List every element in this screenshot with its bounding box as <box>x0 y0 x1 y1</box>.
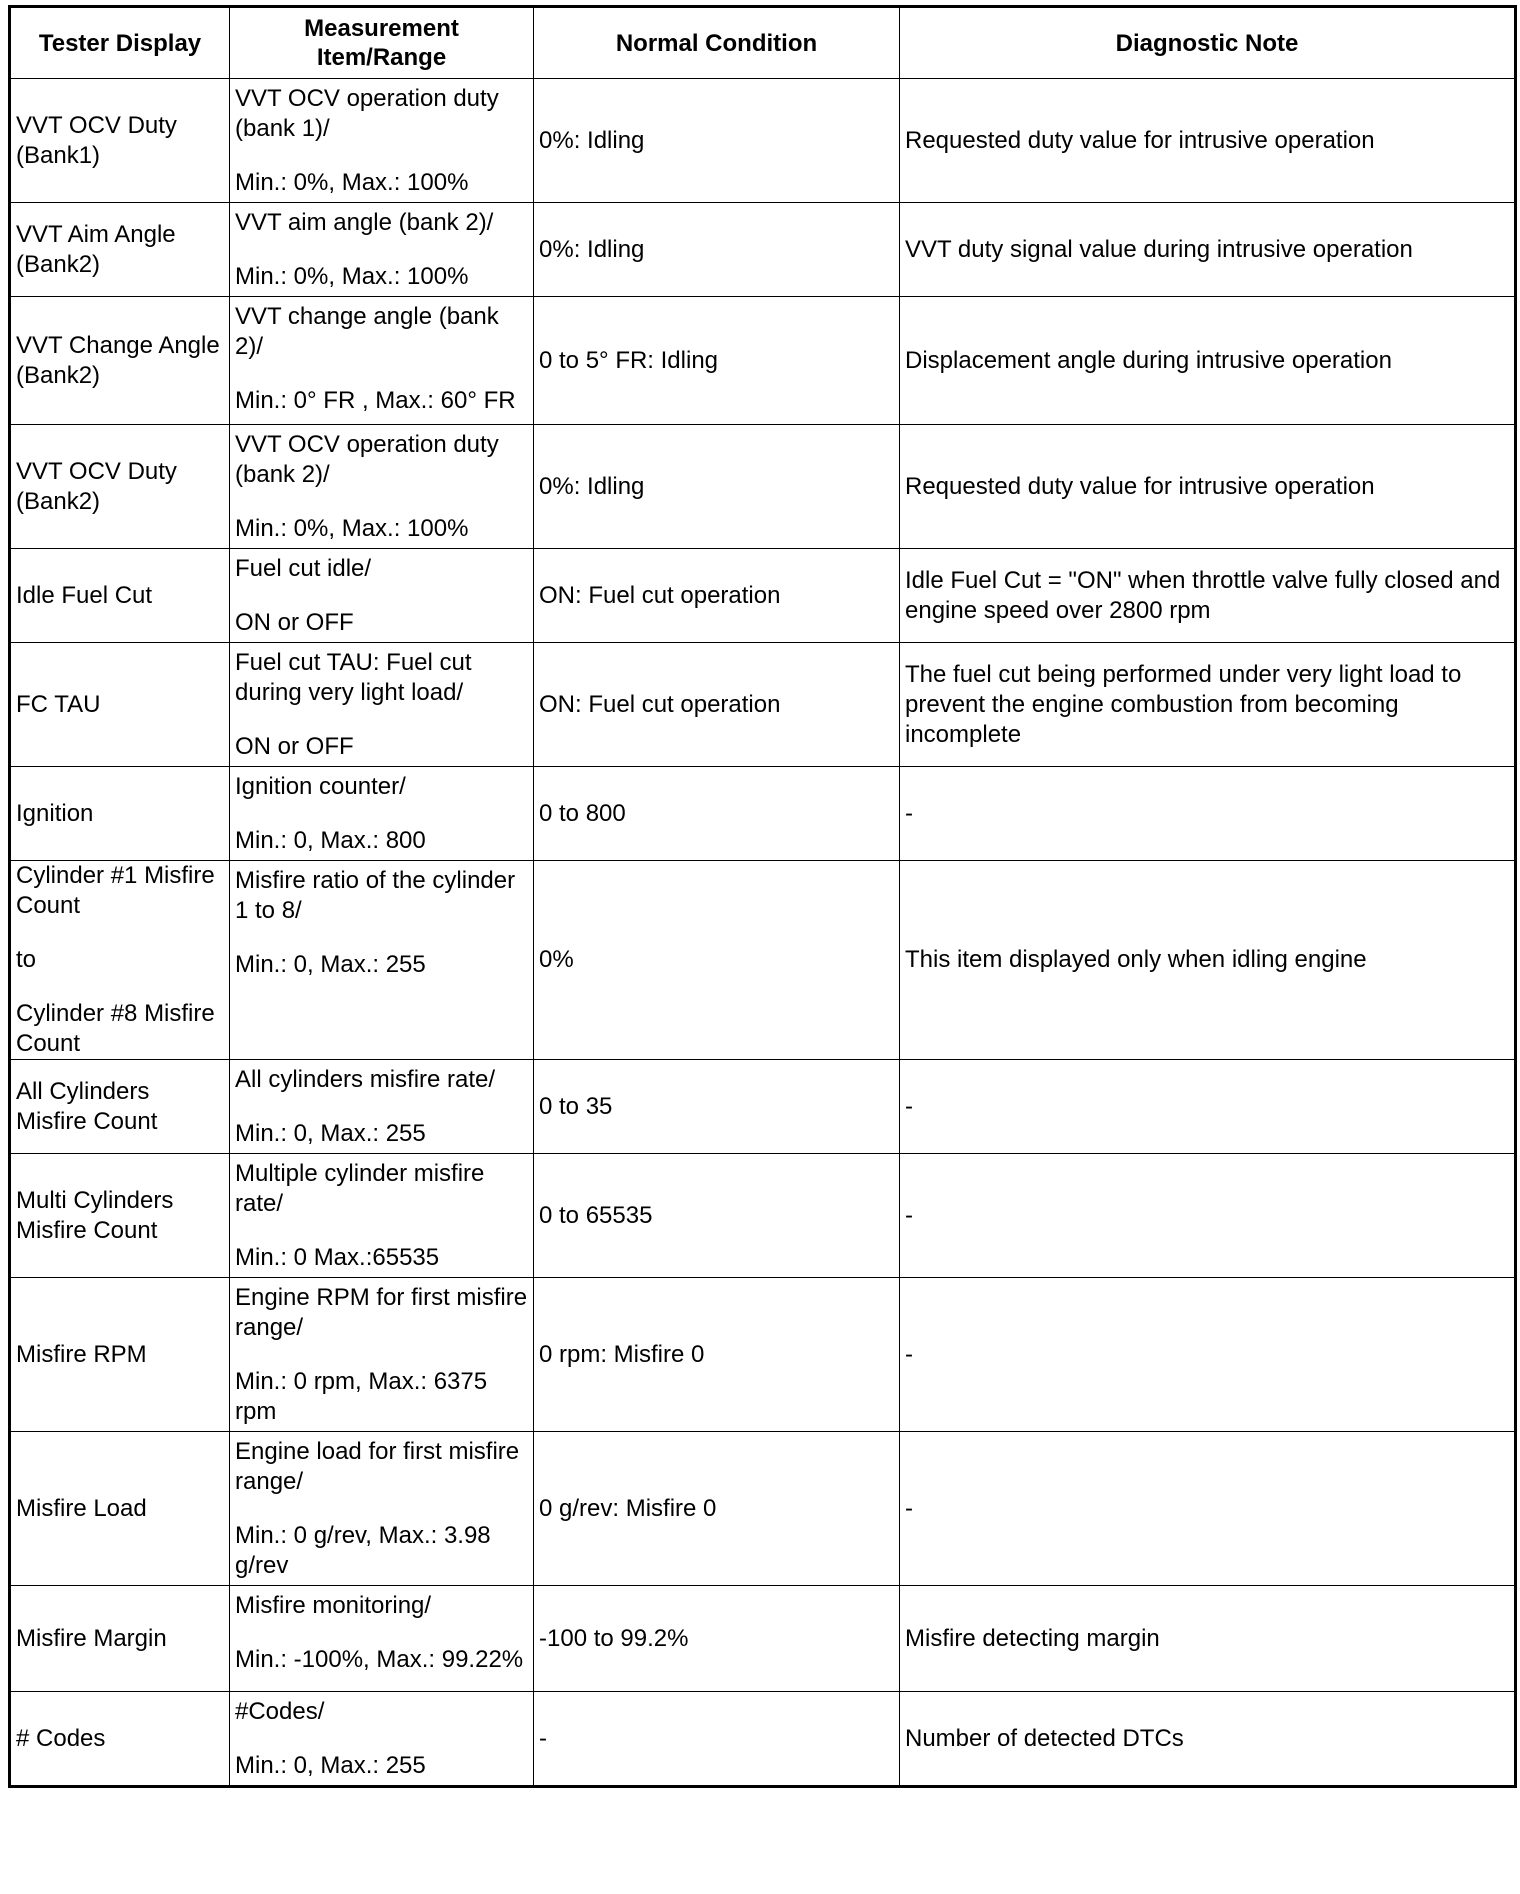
line-gap <box>235 1219 528 1243</box>
tester-display-cell <box>10 549 230 643</box>
diagnostic-note-cell: Misfire detecting margin <box>900 1586 1516 1692</box>
tester-display-cell <box>10 643 230 767</box>
measurement-item-cell <box>230 549 534 643</box>
diagnostic-note-cell: Requested duty value for intrusive operation <box>900 425 1516 549</box>
tester-display-cell <box>10 1432 230 1586</box>
tester-display-text: All Cylinders Misfire Count <box>16 1077 158 1135</box>
table-row <box>10 79 1516 203</box>
table-row <box>10 1586 1516 1692</box>
tester-display-text: VVT Aim Angle (Bank2) <box>16 220 176 278</box>
measurement-item-cell <box>230 1432 534 1586</box>
measurement-item-text: All cylinders misfire rate/ <box>235 1066 496 1093</box>
line-gap <box>235 1727 528 1751</box>
tester-display-text: VVT OCV Duty (Bank1) <box>16 111 177 169</box>
measurement-range-text: Min.: 0 Max.:65535 <box>235 1244 440 1271</box>
measurement-item-cell <box>230 1154 534 1278</box>
measurement-item-text: Misfire monitoring/ <box>235 1592 432 1619</box>
measurement-item-text: Engine RPM for first misfire range/ <box>235 1284 528 1341</box>
tester-display-text: Cylinder #1 Misfire Count <box>16 862 215 919</box>
normal-condition-cell: 0%: Idling <box>534 79 900 203</box>
table-row <box>10 1692 1516 1787</box>
table-row <box>10 1432 1516 1586</box>
normal-condition-cell: ON: Fuel cut operation <box>534 549 900 643</box>
tester-display-cell <box>10 1154 230 1278</box>
measurement-item-text: Engine load for first misfire range/ <box>235 1438 520 1495</box>
data-list-table <box>8 5 1517 1788</box>
tester-display-cell <box>10 1692 230 1787</box>
measurement-item-text: Misfire ratio of the cylinder 1 to 8/ <box>235 867 516 924</box>
normal-condition-cell: 0 to 35 <box>534 1060 900 1154</box>
tester-display-cell <box>10 203 230 297</box>
measurement-range-text: Min.: 0%, Max.: 100% <box>235 263 469 290</box>
diagnostic-note-cell: Requested duty value for intrusive operation <box>900 79 1516 203</box>
measurement-range-text: ON or OFF <box>235 609 354 636</box>
measurement-range-text: Min.: 0° FR , Max.: 60° FR <box>235 387 516 414</box>
table-row <box>10 297 1516 425</box>
measurement-item-text: Ignition counter/ <box>235 773 406 800</box>
diagnostic-note-cell: This item displayed only when idling engine <box>900 861 1516 1060</box>
diagnostic-note-cell: Number of detected DTCs <box>900 1692 1516 1787</box>
tester-display-text: VVT Change Angle (Bank2) <box>16 331 220 389</box>
measurement-item-text: Multiple cylinder misfire rate/ <box>235 1160 485 1217</box>
table-row <box>10 425 1516 549</box>
line-gap <box>235 584 528 608</box>
line-gap <box>235 490 528 514</box>
diagnostic-note-cell: VVT duty signal value during intrusive operation <box>900 203 1516 297</box>
normal-condition-cell: 0%: Idling <box>534 203 900 297</box>
line-gap <box>235 362 528 386</box>
measurement-range-text: Min.: 0%, Max.: 100% <box>235 169 469 196</box>
normal-condition-cell: -100 to 99.2% <box>534 1586 900 1692</box>
normal-condition-cell: ON: Fuel cut operation <box>534 643 900 767</box>
line-gap <box>235 802 528 826</box>
table-row <box>10 1154 1516 1278</box>
line-gap <box>235 708 528 732</box>
table-row <box>10 1060 1516 1154</box>
measurement-range-text: Min.: 0, Max.: 255 <box>235 951 426 978</box>
measurement-range-text: Min.: 0, Max.: 255 <box>235 1120 426 1147</box>
table-row <box>10 549 1516 643</box>
table-row <box>10 861 1516 1060</box>
diagnostic-note-cell: - <box>900 767 1516 861</box>
line-gap <box>235 144 528 168</box>
normal-condition-cell: 0% <box>534 861 900 1060</box>
tester-display-text: FC TAU <box>16 690 101 718</box>
measurement-item-cell <box>230 297 534 425</box>
tester-display-cell <box>10 1060 230 1154</box>
table-body <box>10 79 1516 1787</box>
tester-display-text: Misfire Load <box>16 1494 147 1522</box>
tester-display-text: Misfire RPM <box>16 1340 147 1368</box>
line-gap <box>235 1095 528 1119</box>
line-gap <box>16 921 224 945</box>
tester-display-text: Multi Cylinders Misfire Count <box>16 1186 174 1244</box>
measurement-range-text: Min.: 0 rpm, Max.: 6375 rpm <box>235 1368 488 1425</box>
tester-display-cell <box>10 79 230 203</box>
tester-display-cell <box>10 1278 230 1432</box>
diagnostic-note-cell: Displacement angle during intrusive operation <box>900 297 1516 425</box>
normal-condition-cell: 0 to 5° FR: Idling <box>534 297 900 425</box>
measurement-item-cell <box>230 1586 534 1692</box>
measurement-item-text: VVT change angle (bank 2)/ <box>235 303 499 360</box>
header-tester-display: Tester Display <box>10 7 230 79</box>
measurement-item-cell <box>230 79 534 203</box>
measurement-range-text: Min.: -100%, Max.: 99.22% <box>235 1646 524 1673</box>
tester-display-text: Misfire Margin <box>16 1624 167 1652</box>
header-measurement-item-range <box>230 7 534 79</box>
diagnostic-note-cell: - <box>900 1154 1516 1278</box>
tester-display-text: to <box>16 946 37 973</box>
line-gap <box>235 1497 528 1521</box>
tester-display-text: Idle Fuel Cut <box>16 581 153 609</box>
line-gap <box>235 1343 528 1367</box>
table-row <box>10 1278 1516 1432</box>
measurement-item-cell <box>230 767 534 861</box>
measurement-item-cell <box>230 1278 534 1432</box>
normal-condition-cell: - <box>534 1692 900 1787</box>
tester-display-text: VVT OCV Duty (Bank2) <box>16 457 177 515</box>
tester-display-cell <box>10 767 230 861</box>
diagnostic-note-cell: The fuel cut being performed under very light load to prevent the engine combustion from becoming incomplete <box>900 643 1516 767</box>
measurement-range-text: Min.: 0%, Max.: 100% <box>235 515 469 542</box>
measurement-item-cell <box>230 425 534 549</box>
diagnostic-note-cell: - <box>900 1060 1516 1154</box>
table-header <box>10 7 1516 79</box>
table-row <box>10 767 1516 861</box>
normal-condition-cell: 0 rpm: Misfire 0 <box>534 1278 900 1432</box>
line-gap <box>235 1621 528 1645</box>
measurement-item-cell <box>230 1692 534 1787</box>
tester-display-text: Cylinder #8 Misfire Count <box>16 1000 215 1057</box>
diagnostic-note-cell: Idle Fuel Cut = "ON" when throttle valve fully closed and engine speed over 2800 rpm <box>900 549 1516 643</box>
tester-display-text: # Codes <box>16 1724 106 1752</box>
measurement-item-cell <box>230 861 534 1060</box>
header-measurement-item-range-label: Measurement Item/Range <box>304 15 459 71</box>
header-diagnostic-note: Diagnostic Note <box>900 7 1516 79</box>
normal-condition-cell: 0 g/rev: Misfire 0 <box>534 1432 900 1586</box>
measurement-item-text: #Codes/ <box>235 1698 325 1725</box>
data-list-sheet <box>8 5 1514 1788</box>
normal-condition-cell: 0 to 65535 <box>534 1154 900 1278</box>
diagnostic-note-cell: - <box>900 1432 1516 1586</box>
measurement-range-text: ON or OFF <box>235 733 354 760</box>
header-row <box>10 7 1516 79</box>
table-row <box>10 643 1516 767</box>
line-gap <box>235 926 528 950</box>
normal-condition-cell: 0%: Idling <box>534 425 900 549</box>
measurement-item-cell <box>230 643 534 767</box>
tester-display-cell <box>10 425 230 549</box>
measurement-item-text: VVT OCV operation duty (bank 1)/ <box>235 85 499 142</box>
tester-display-cell <box>10 1586 230 1692</box>
tester-display-cell <box>10 297 230 425</box>
measurement-item-cell <box>230 203 534 297</box>
header-normal-condition: Normal Condition <box>534 7 900 79</box>
tester-display-cell <box>10 861 230 1060</box>
table-row <box>10 203 1516 297</box>
measurement-item-text: Fuel cut idle/ <box>235 555 372 582</box>
measurement-range-text: Min.: 0 g/rev, Max.: 3.98 g/rev <box>235 1522 491 1579</box>
line-gap <box>235 238 528 262</box>
measurement-item-text: VVT OCV operation duty (bank 2)/ <box>235 431 499 488</box>
normal-condition-cell: 0 to 800 <box>534 767 900 861</box>
measurement-range-text: Min.: 0, Max.: 255 <box>235 1752 426 1779</box>
line-gap <box>16 975 224 999</box>
measurement-item-text: Fuel cut TAU: Fuel cut during very light load/ <box>235 649 472 706</box>
diagnostic-note-cell: - <box>900 1278 1516 1432</box>
tester-display-text: Ignition <box>16 799 94 827</box>
measurement-range-text: Min.: 0, Max.: 800 <box>235 827 426 854</box>
measurement-item-text: VVT aim angle (bank 2)/ <box>235 209 494 236</box>
measurement-item-cell <box>230 1060 534 1154</box>
